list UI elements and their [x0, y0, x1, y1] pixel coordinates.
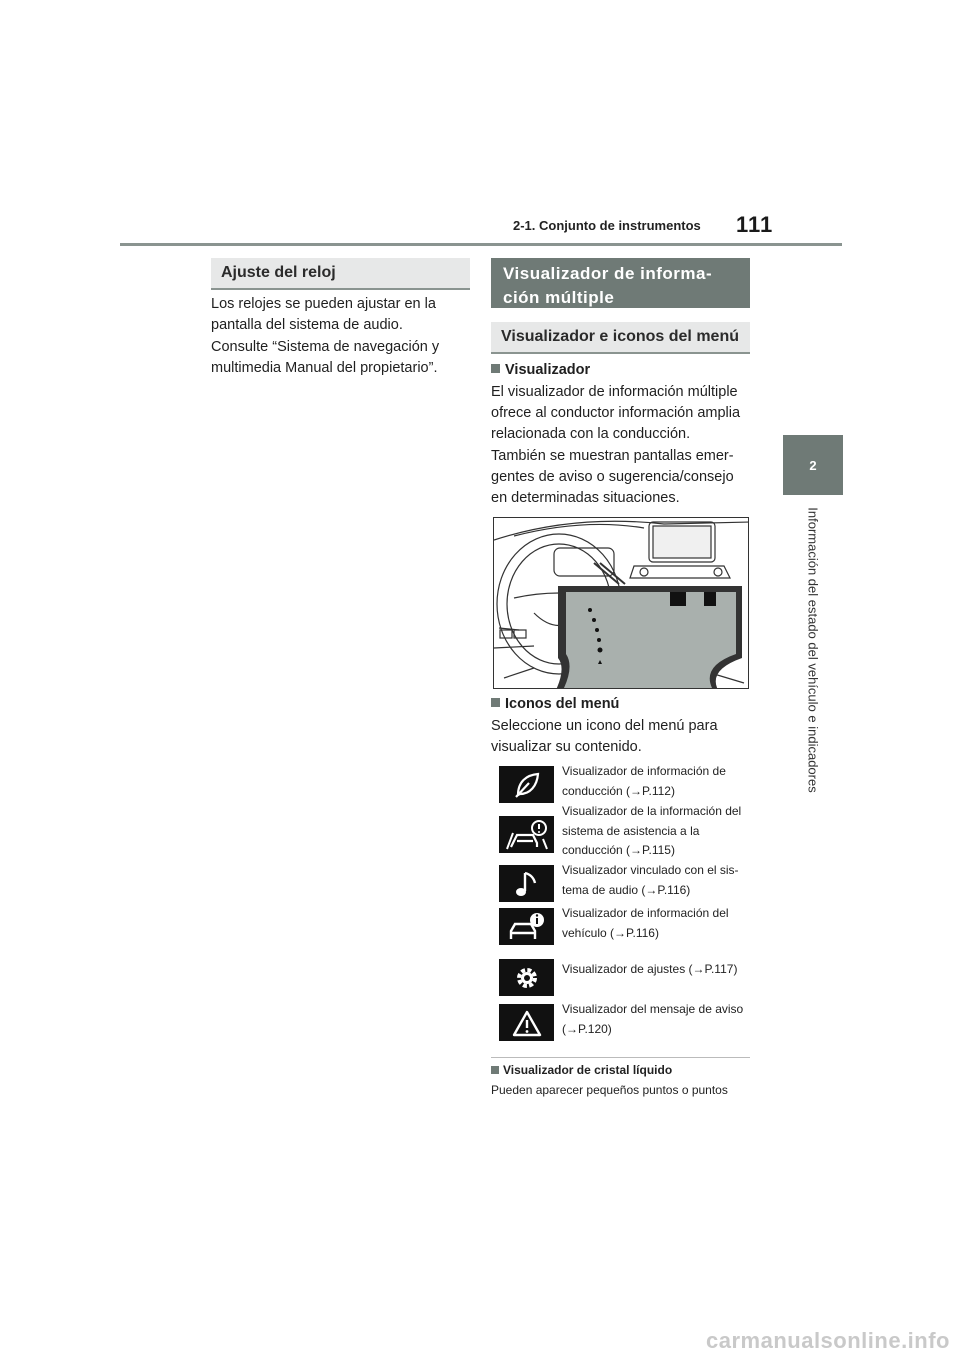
display-paragraph-2: También se muestran pantallas emer-gentes de aviso o sugerencia/consejo en determinadas situaciones. — [491, 448, 734, 506]
menu-text-vehicle-info: Visualizador de información del vehículo (→P.116) — [562, 906, 729, 940]
lcd-note-title — [491, 1063, 672, 1077]
menu-text-audio: Visualizador vinculado con el sis-tema de audio (→P.116) — [562, 863, 739, 897]
multi-info-screen — [564, 592, 736, 688]
lcd-note-text: Pueden aparecer pequeños puntos o puntos — [491, 1083, 728, 1097]
menu-text-settings: Visualizador de ajustes (→P.117) — [562, 962, 738, 976]
clock-adjust-heading: Ajuste del reloj — [211, 258, 470, 290]
menu-text-driving-info: Visualizador de información de conducción (→P.112) — [562, 764, 726, 798]
header-rule — [120, 243, 842, 246]
note-square-icon — [491, 1066, 499, 1074]
leaf-icon — [499, 766, 554, 803]
music-note-icon — [499, 865, 554, 902]
chapter-number: 2 — [809, 457, 817, 473]
running-header-title: 2-1. Conjunto de instrumentos — [513, 218, 701, 233]
menu-intro: Seleccione un icono del menú para visualizar su contenido. — [491, 718, 718, 755]
menu-bullet-title — [491, 696, 619, 712]
clock-paragraph-1: Los relojes se pueden ajustar en la pantalla del sistema de audio. — [211, 296, 436, 333]
mini-vehicle-icon — [597, 638, 601, 642]
mini-assist-icon — [592, 618, 596, 622]
multi-info-display-heading — [491, 258, 750, 308]
multi-info-heading-line-2: ción múltiple — [503, 288, 615, 307]
clock-paragraph-2: Consulte “Sistema de navegación y multimedia Manual del propietario”. — [211, 339, 440, 376]
display-bullet-title — [491, 362, 590, 378]
lcd-note-title-text: Visualizador de cristal líquido — [503, 1063, 673, 1077]
gear-icon — [499, 959, 554, 996]
note-divider — [491, 1057, 750, 1058]
mini-leaf-icon — [588, 608, 592, 612]
chapter-side-label: Información del estado del vehículo e indicadores — [805, 507, 821, 793]
mini-gear-icon — [598, 648, 603, 653]
driver-assist-icon — [499, 816, 554, 853]
vehicle-info-icon — [499, 908, 554, 945]
menu-text-warning: Visualizador del mensaje de aviso (→P.120) — [562, 1002, 744, 1036]
watermark: carmanualsonline.info — [706, 1328, 950, 1353]
dashboard-drawing — [494, 518, 749, 689]
warning-icon — [499, 1004, 554, 1041]
instrument-cluster-illustration — [493, 517, 749, 689]
page-number: 111 — [736, 212, 774, 237]
bullet-square-icon — [491, 364, 500, 373]
multi-info-heading-line-1: Visualizador de informa- — [503, 264, 713, 283]
display-menu-icons-heading: Visualizador e iconos del menú — [491, 322, 750, 354]
display-paragraph-1: El visualizador de información múltiple ofrece al conductor información amplia relacionada con la conducción. — [491, 384, 741, 442]
menu-text-driver-assist: Visualizador de la información del sistema de asistencia a la conducción (→P.115) — [562, 804, 742, 857]
display-title-text: Visualizador — [505, 362, 591, 378]
mini-music-icon — [595, 628, 599, 632]
menu-title-text: Iconos del menú — [505, 696, 620, 712]
bullet-square-icon — [491, 698, 500, 707]
